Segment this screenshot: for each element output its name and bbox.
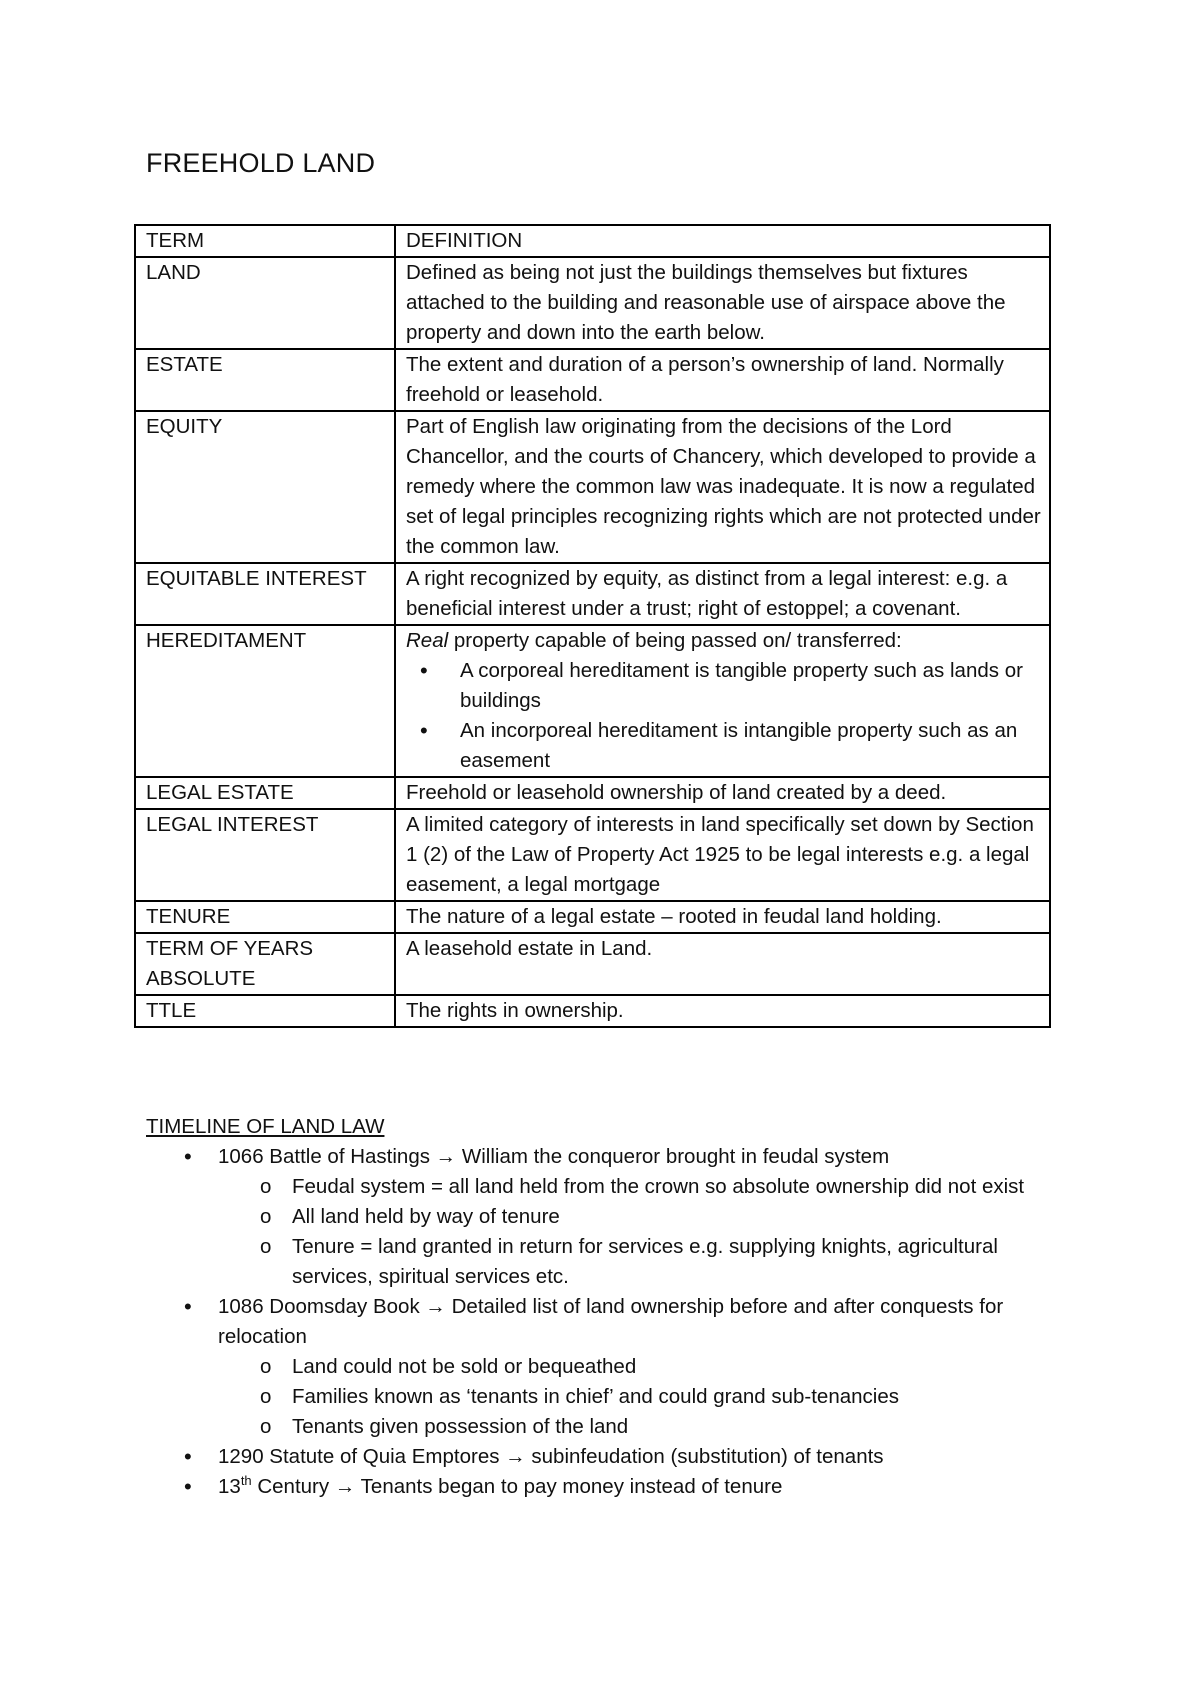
definition-cell: A limited category of interests in land specifically set down by Section 1 (2) of the Law of Property Act 1925 to be legal interests e.g. a legal easement, a legal mortgage bbox=[395, 809, 1050, 901]
list-item-text: Feudal system = all land held from the crown so absolute ownership did not exist bbox=[292, 1175, 1025, 1198]
bullet-icon: • bbox=[184, 1474, 192, 1499]
sub-list bbox=[218, 1352, 1076, 1442]
table-row bbox=[135, 933, 1050, 995]
term-cell: HEREDITAMENT bbox=[135, 625, 395, 777]
definition-text: property capable of being passed on/ transferred: bbox=[448, 629, 902, 652]
list-item-text: An incorporeal hereditament is intangible property such as an easement bbox=[460, 719, 1018, 772]
timeline-heading: TIMELINE OF LAND LAW bbox=[146, 1115, 385, 1138]
list-item bbox=[218, 1382, 1076, 1412]
definition-bullet-list bbox=[406, 656, 1041, 776]
page-title: FREEHOLD LAND bbox=[146, 148, 376, 178]
timeline-lead: 1066 Battle of Hastings bbox=[218, 1145, 430, 1168]
timeline-list bbox=[146, 1142, 1076, 1502]
list-item bbox=[218, 1412, 1076, 1442]
definition-cell bbox=[395, 625, 1050, 777]
lead-superscript: th bbox=[240, 1473, 252, 1489]
timeline-text: subinfeudation (substitution) of tenants bbox=[531, 1445, 884, 1468]
definition-cell: A right recognized by equity, as distinct from a legal interest: e.g. a beneficial interest under a trust; right of estoppel; a covenant. bbox=[395, 563, 1050, 625]
arrow-icon: → bbox=[505, 1445, 526, 1468]
lead-rest: Century bbox=[251, 1475, 330, 1498]
definition-cell: The rights in ownership. bbox=[395, 995, 1050, 1027]
table-row bbox=[135, 257, 1050, 349]
term-cell: TENURE bbox=[135, 901, 395, 933]
table-row bbox=[135, 777, 1050, 809]
table-row bbox=[135, 901, 1050, 933]
arrow-icon: → bbox=[334, 1475, 356, 1498]
timeline-lead: 1290 Statute of Quia Emptores bbox=[218, 1445, 500, 1468]
bullet-icon: • bbox=[184, 1294, 192, 1319]
list-item-text: Families known as ‘tenants in chief’ and could grand sub-tenancies bbox=[292, 1385, 899, 1408]
definitions-table bbox=[134, 224, 1051, 1028]
lead-number: 13 bbox=[218, 1475, 241, 1498]
table-row bbox=[135, 563, 1050, 625]
table-header-row bbox=[135, 225, 1050, 257]
definition-emphasis: Real bbox=[406, 629, 449, 652]
term-cell: LEGAL INTEREST bbox=[135, 809, 395, 901]
circle-bullet-icon: o bbox=[260, 1415, 272, 1438]
timeline-text: Tenants began to pay money instead of tenure bbox=[360, 1475, 783, 1498]
circle-bullet-icon: o bbox=[260, 1355, 272, 1378]
table-row bbox=[135, 809, 1050, 901]
table-row bbox=[135, 411, 1050, 563]
table-row bbox=[135, 995, 1050, 1027]
term-cell: EQUITABLE INTEREST bbox=[135, 563, 395, 625]
arrow-icon: → bbox=[435, 1145, 457, 1168]
term-cell: TTLE bbox=[135, 995, 395, 1027]
list-item bbox=[146, 1142, 1076, 1292]
circle-bullet-icon: o bbox=[260, 1235, 272, 1258]
list-item-text: Tenants given possession of the land bbox=[292, 1415, 629, 1438]
list-item-text: Land could not be sold or bequeathed bbox=[292, 1355, 637, 1378]
definition-cell: The extent and duration of a person’s ownership of land. Normally freehold or leasehold. bbox=[395, 349, 1050, 411]
term-cell: LEGAL ESTATE bbox=[135, 777, 395, 809]
list-item bbox=[420, 716, 1041, 776]
timeline-lead bbox=[218, 1475, 329, 1498]
list-item-text: All land held by way of tenure bbox=[292, 1205, 560, 1228]
list-item bbox=[218, 1202, 1076, 1232]
list-item-text: A corporeal hereditament is tangible property such as lands or buildings bbox=[460, 659, 1023, 712]
term-cell: LAND bbox=[135, 257, 395, 349]
term-cell: ESTATE bbox=[135, 349, 395, 411]
table-row bbox=[135, 625, 1050, 777]
bullet-icon: • bbox=[184, 1144, 192, 1169]
term-cell: EQUITY bbox=[135, 411, 395, 563]
bullet-icon: • bbox=[420, 658, 428, 683]
timeline-section bbox=[146, 1112, 1076, 1502]
definition-cell: Defined as being not just the buildings themselves but fixtures attached to the building and reasonable use of airspace above the property and down into the earth below. bbox=[395, 257, 1050, 349]
term-cell: TERM OF YEARS ABSOLUTE bbox=[135, 933, 395, 995]
header-term: TERM bbox=[135, 225, 395, 257]
timeline-lead: 1086 Doomsday Book bbox=[218, 1295, 420, 1318]
list-item bbox=[420, 656, 1041, 716]
definition-cell: The nature of a legal estate – rooted in feudal land holding. bbox=[395, 901, 1050, 933]
list-item-text: Tenure = land granted in return for services e.g. supplying knights, agricultural services, spiritual services etc. bbox=[292, 1235, 998, 1288]
list-item bbox=[218, 1172, 1076, 1202]
header-definition: DEFINITION bbox=[395, 225, 1050, 257]
timeline-text: Detailed list of land ownership before and after conquests for relocation bbox=[218, 1295, 1004, 1348]
table-row bbox=[135, 349, 1050, 411]
arrow-icon: → bbox=[425, 1295, 446, 1318]
list-item bbox=[218, 1352, 1076, 1382]
definition-cell: A leasehold estate in Land. bbox=[395, 933, 1050, 995]
list-item bbox=[146, 1472, 1076, 1502]
bullet-icon: • bbox=[420, 718, 428, 743]
list-item bbox=[146, 1442, 1076, 1472]
list-item bbox=[146, 1292, 1076, 1442]
definition-cell: Freehold or leasehold ownership of land created by a deed. bbox=[395, 777, 1050, 809]
circle-bullet-icon: o bbox=[260, 1175, 272, 1198]
list-item bbox=[218, 1232, 1076, 1292]
definition-cell: Part of English law originating from the decisions of the Lord Chancellor, and the courts of Chancery, which developed to provide a remedy where the common law was inadequate. It is now a regulated set of legal principles recognizing rights which are not protected under the common law. bbox=[395, 411, 1050, 563]
circle-bullet-icon: o bbox=[260, 1205, 272, 1228]
circle-bullet-icon: o bbox=[260, 1385, 272, 1408]
timeline-text: William the conqueror brought in feudal system bbox=[461, 1145, 890, 1168]
bullet-icon: • bbox=[184, 1444, 192, 1469]
sub-list bbox=[218, 1172, 1076, 1292]
